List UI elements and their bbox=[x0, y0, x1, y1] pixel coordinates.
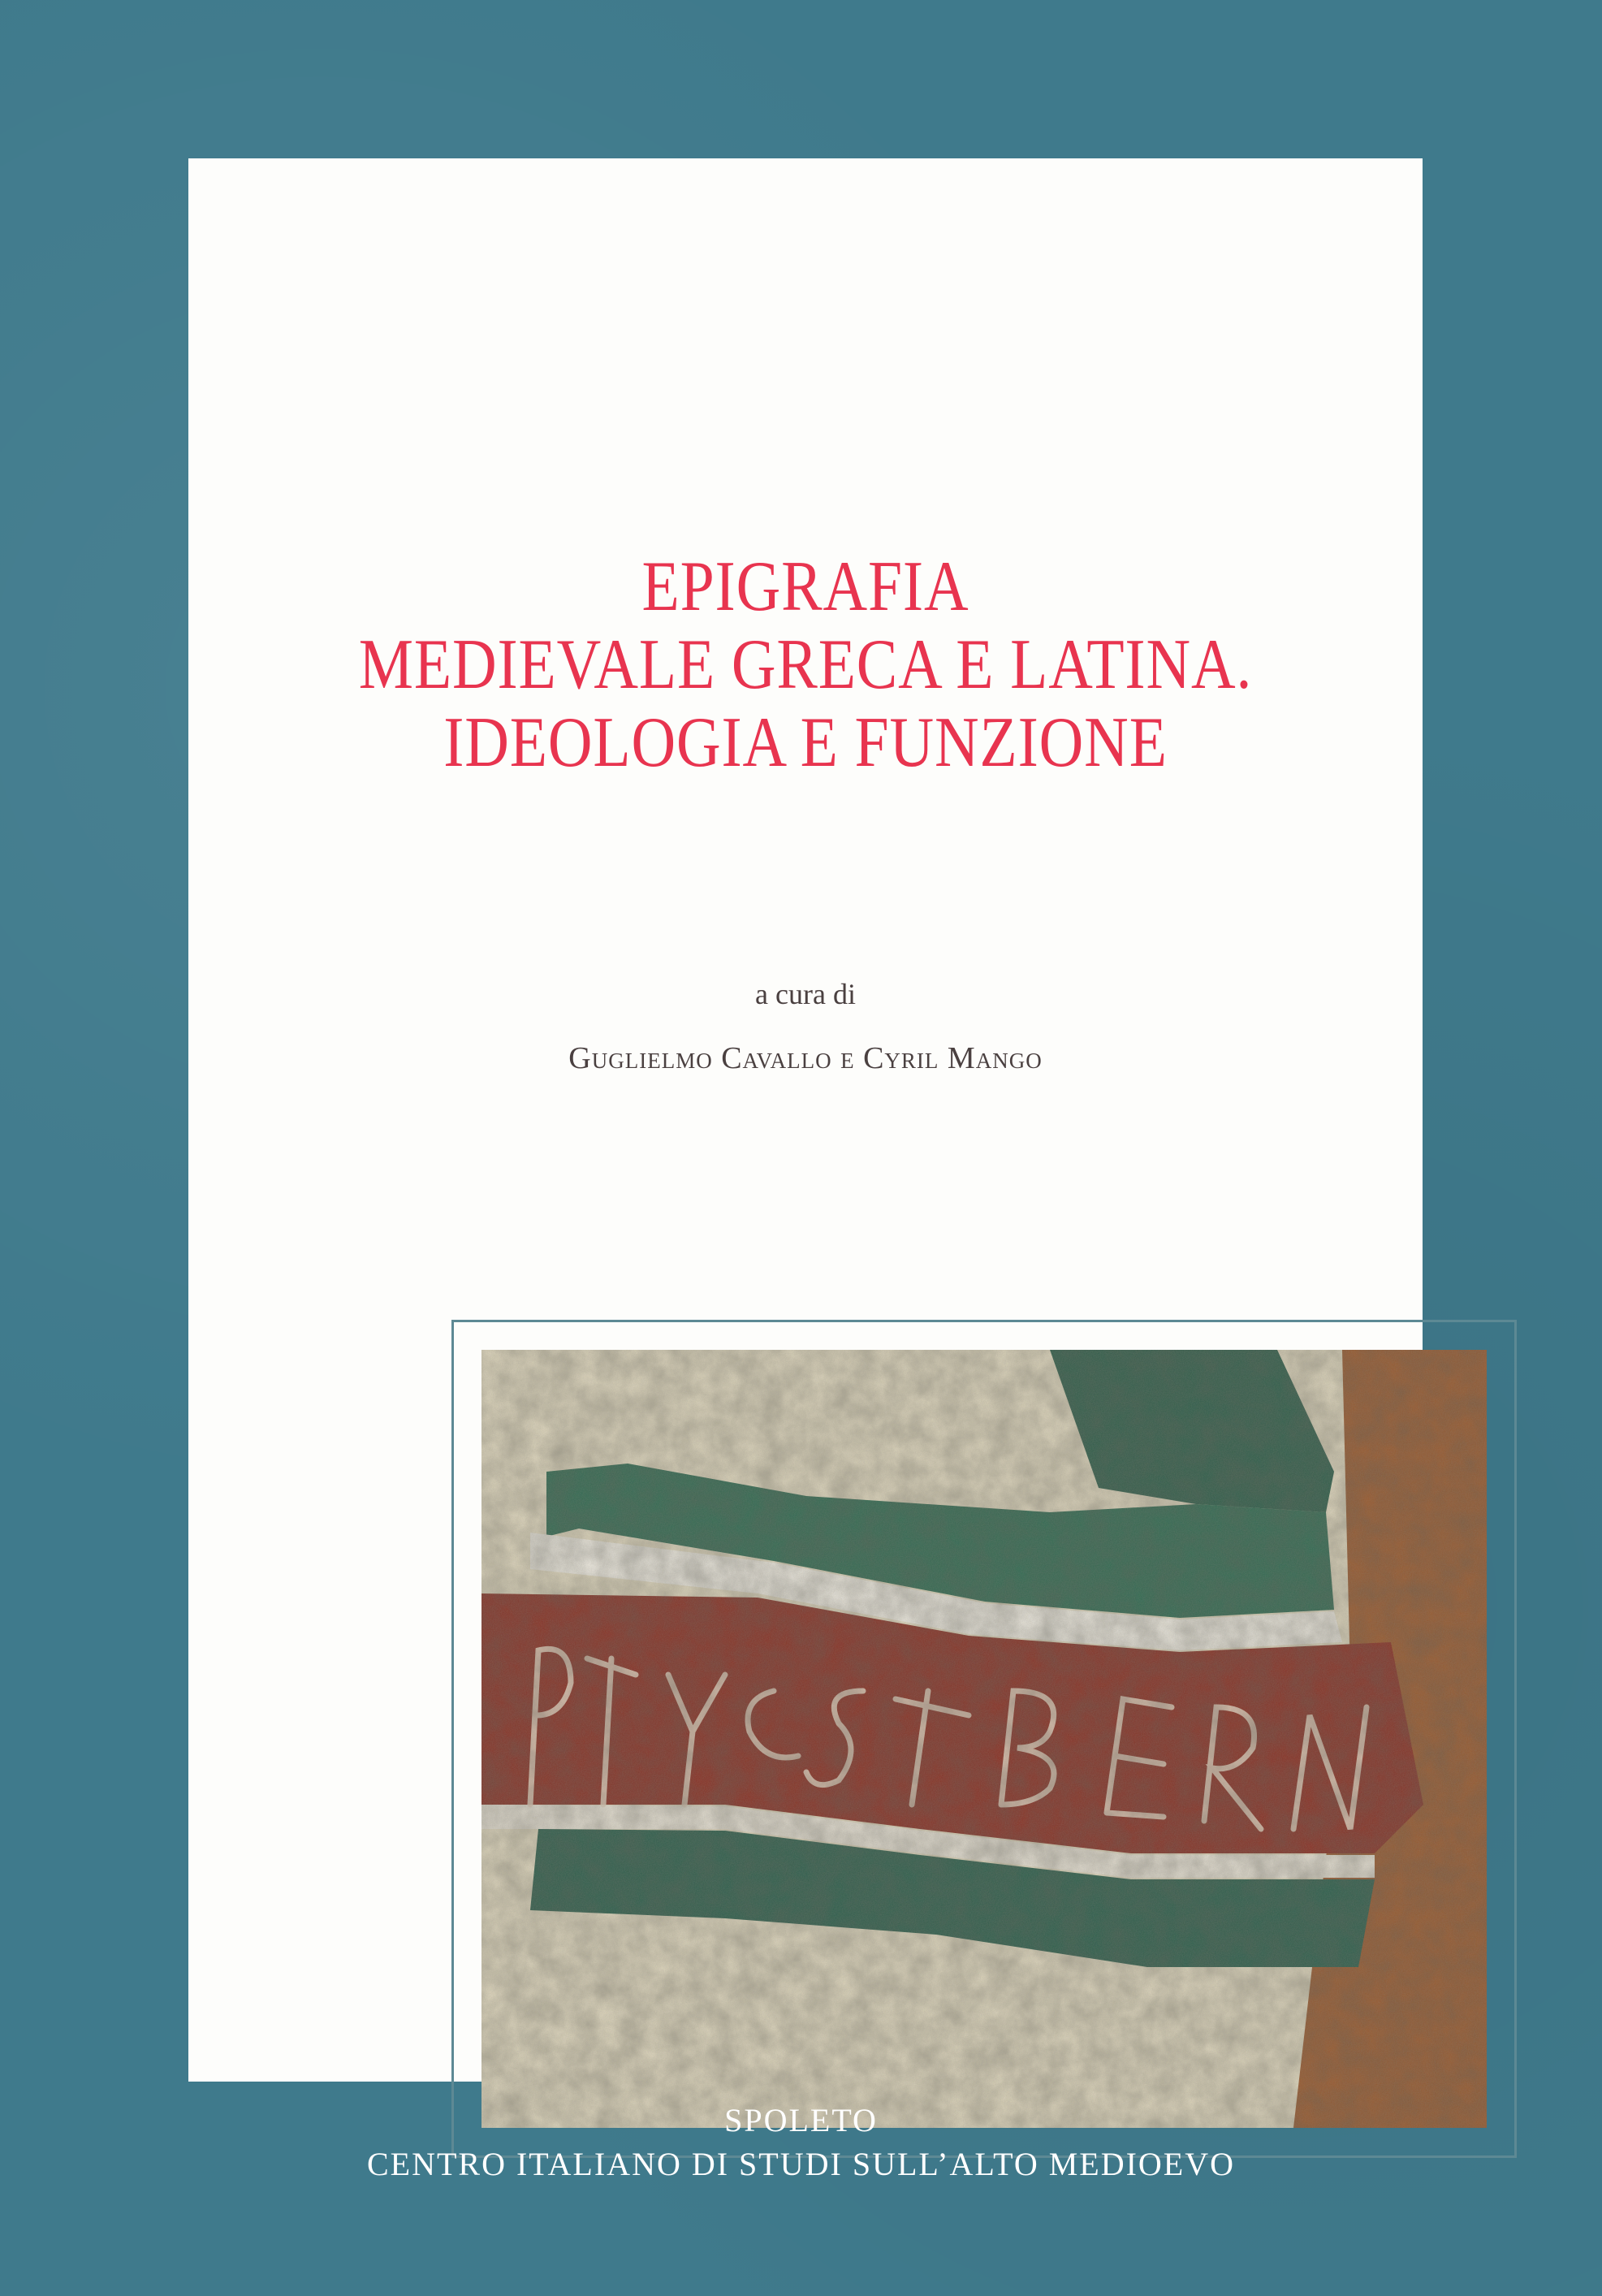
cover-panel bbox=[188, 158, 1423, 2082]
title-line-3: IDEOLOGIA E FUNZIONE bbox=[443, 703, 1168, 782]
title-line-2: MEDIEVALE GRECA E LATINA. bbox=[358, 625, 1253, 704]
title-line-1: EPIGRAFIA bbox=[641, 547, 969, 626]
publisher-block bbox=[0, 2099, 1602, 2187]
publisher-name: CENTRO ITALIANO DI STUDI SULL’ALTO MEDIOEVO bbox=[366, 2146, 1236, 2182]
editors: Guglielmo Cavallo e Cyril Mango bbox=[568, 1041, 1043, 1075]
cover-photo bbox=[481, 1350, 1487, 2128]
fresco-image bbox=[481, 1350, 1487, 2128]
publisher-city: SPOLETO bbox=[724, 2102, 878, 2138]
curator-label: a cura di bbox=[755, 978, 856, 1010]
fresco-grain bbox=[481, 1350, 1487, 2128]
book-title bbox=[274, 548, 1336, 782]
photo-frame bbox=[451, 1320, 1517, 2158]
